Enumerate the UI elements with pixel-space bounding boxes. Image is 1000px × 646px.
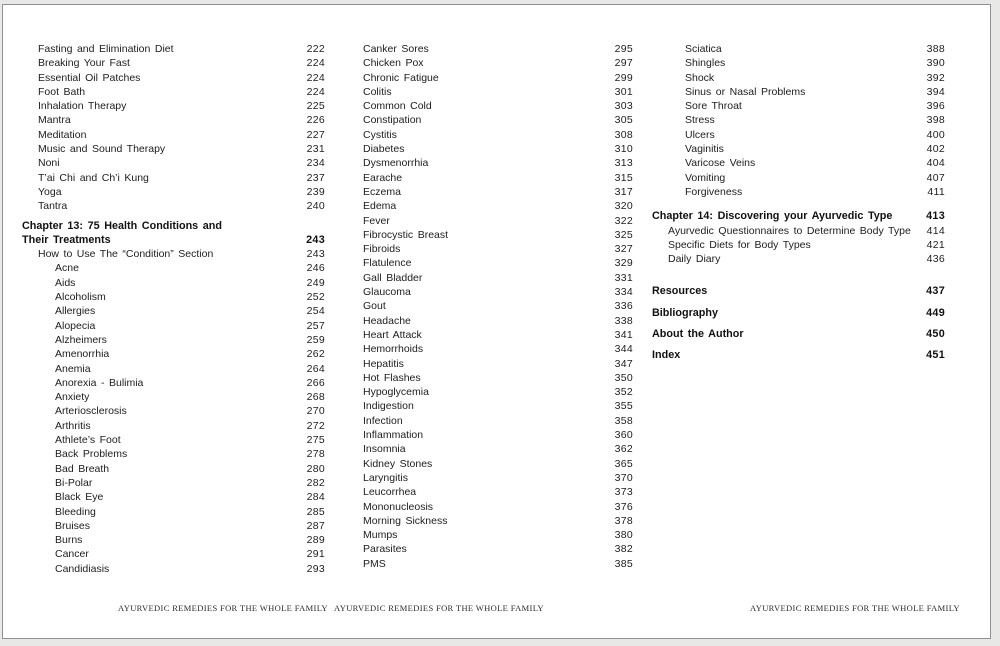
- entry-page-number: 222: [306, 43, 325, 55]
- entry-label: Amenorrhia: [55, 348, 110, 361]
- entry-page-number: 350: [614, 371, 633, 384]
- entry-label: Bi-Polar: [55, 476, 93, 489]
- entry-page-number: 382: [614, 543, 633, 556]
- entry-label: Noni: [38, 157, 60, 170]
- toc-entry: [330, 514, 633, 528]
- toc-entry: [652, 42, 945, 56]
- running-footer-left: AYURVEDIC REMEDIES FOR THE WHOLE FAMILY: [118, 603, 328, 613]
- toc-entry-chapter: [22, 219, 325, 248]
- entry-page-number: 291: [306, 548, 325, 561]
- entry-page-number: 396: [926, 100, 945, 113]
- entry-label: Inflammation: [363, 429, 424, 442]
- entry-page-number: 336: [614, 300, 633, 313]
- entry-page-number: 414: [926, 224, 945, 237]
- entry-page-number: 310: [614, 143, 633, 156]
- entry-page-number: 252: [306, 291, 325, 304]
- entry-label: Mantra: [38, 114, 71, 127]
- entry-page-number: 388: [926, 43, 945, 55]
- entry-page-number: 398: [926, 114, 945, 127]
- toc-entry: [330, 242, 633, 256]
- toc-entry: [330, 228, 633, 242]
- toc-entry: [22, 376, 325, 390]
- entry-label: Earache: [363, 171, 403, 184]
- toc-entry: [330, 342, 633, 356]
- toc-entry: [652, 99, 945, 113]
- entry-page-number: 246: [306, 262, 325, 275]
- entry-label: Vaginitis: [685, 143, 724, 156]
- entry-page-number: 295: [614, 43, 633, 55]
- entry-page-number: 313: [614, 157, 633, 170]
- toc-entry: [330, 199, 633, 213]
- toc-entry: [22, 199, 325, 213]
- entry-label: Burns: [55, 534, 83, 547]
- entry-page-number: 451: [926, 349, 945, 362]
- entry-page-number: 373: [614, 486, 633, 499]
- entry-page-number: 331: [614, 271, 633, 284]
- toc-entry: [330, 171, 633, 185]
- entry-page-number: 411: [927, 185, 945, 198]
- toc-entry: [22, 505, 325, 519]
- entry-page-number: 450: [926, 328, 945, 341]
- entry-label: Glaucoma: [363, 286, 411, 299]
- entry-label: Sore Throat: [685, 100, 742, 113]
- toc-entry: [330, 113, 633, 127]
- toc-entry: [22, 419, 325, 433]
- toc-entry: [330, 442, 633, 456]
- entry-page-number: 334: [614, 286, 633, 299]
- entry-page-number: 264: [306, 362, 325, 375]
- toc-entry: [330, 328, 633, 342]
- toc-entry: [22, 56, 325, 70]
- entry-page-number: 284: [306, 491, 325, 504]
- toc-entry: [22, 85, 325, 99]
- toc-entry: [652, 252, 945, 266]
- entry-page-number: 285: [306, 505, 325, 518]
- entry-label: Music and Sound Therapy: [38, 143, 166, 156]
- toc-entry: [330, 214, 633, 228]
- entry-label: Back Problems: [55, 448, 128, 461]
- entry-page-number: 390: [926, 57, 945, 70]
- entry-label: Their Treatments: [22, 233, 111, 246]
- entry-label: Gout: [363, 300, 386, 313]
- toc-entry: [652, 171, 945, 185]
- entry-page-number: 227: [306, 128, 325, 141]
- entry-page-number: 240: [306, 200, 325, 213]
- entry-page-number: 421: [926, 238, 945, 251]
- toc-entry: [652, 113, 945, 127]
- entry-label: Acne: [55, 262, 79, 275]
- entry-label: Arteriosclerosis: [55, 405, 127, 418]
- entry-label: Laryngitis: [363, 471, 408, 484]
- entry-label: Alcoholism: [55, 291, 106, 304]
- entry-label: Heart Attack: [363, 328, 422, 341]
- entry-label: Anorexia - Bulimia: [55, 376, 144, 389]
- entry-page-number: 392: [926, 71, 945, 84]
- entry-page-number: 413: [926, 210, 945, 223]
- entry-page-number: 225: [306, 100, 325, 113]
- entry-label: Hemorrhoids: [363, 343, 424, 356]
- toc-entry: [22, 490, 325, 504]
- entry-label: Ulcers: [685, 128, 715, 141]
- entry-page-number: 378: [614, 514, 633, 527]
- entry-page-number: 278: [306, 448, 325, 461]
- entry-label: Chapter 14: Discovering your Ayurvedic Type: [652, 210, 893, 223]
- entry-label: How to Use The “Condition” Section: [38, 248, 214, 261]
- entry-label: Breaking Your Fast: [38, 57, 130, 70]
- toc-entry: [330, 142, 633, 156]
- entry-label: Anxiety: [55, 391, 90, 404]
- toc-entry: [330, 471, 633, 485]
- entry-label: Alopecia: [55, 319, 96, 332]
- toc-entry: [330, 271, 633, 285]
- entry-label: Mononucleosis: [363, 500, 434, 513]
- entry-label: Specific Diets for Body Types: [668, 238, 811, 251]
- toc-entry: [22, 333, 325, 347]
- entry-page-number: 268: [306, 391, 325, 404]
- toc-entry: [330, 156, 633, 170]
- toc-entry: [652, 284, 945, 298]
- toc-entry: [22, 290, 325, 304]
- toc-entry: [22, 519, 325, 533]
- entry-label: Resources: [652, 285, 708, 298]
- toc-entry: [22, 362, 325, 376]
- entry-label: Athlete’s Foot: [55, 434, 121, 447]
- toc-entry: [22, 99, 325, 113]
- toc-entry: [652, 209, 945, 223]
- entry-label: Fibrocystic Breast: [363, 228, 449, 241]
- entry-page-number: 257: [306, 319, 325, 332]
- entry-page-number: 322: [614, 214, 633, 227]
- toc-entry: [22, 142, 325, 156]
- entry-label: Canker Sores: [363, 43, 429, 55]
- entry-label: Fasting and Elimination Diet: [38, 43, 174, 55]
- toc-entry: [652, 71, 945, 85]
- toc-entry: [652, 327, 945, 341]
- entry-label: Anemia: [55, 362, 91, 375]
- entry-label: Aids: [55, 276, 76, 289]
- entry-label: Indigestion: [363, 400, 414, 413]
- toc-entry: [652, 185, 945, 199]
- entry-page-number: 243: [306, 248, 325, 261]
- entry-label: Fever: [363, 214, 390, 227]
- entry-label: Colitis: [363, 85, 392, 98]
- entry-label: Sinus or Nasal Problems: [685, 85, 806, 98]
- entry-page-number: 280: [306, 462, 325, 475]
- entry-label: Diabetes: [363, 143, 405, 156]
- entry-label: Fibroids: [363, 243, 401, 256]
- entry-label: Stress: [685, 114, 715, 127]
- toc-entry: [22, 319, 325, 333]
- entry-page-number: 355: [614, 400, 633, 413]
- entry-page-number: 266: [306, 376, 325, 389]
- entry-label: Black Eye: [55, 491, 104, 504]
- entry-label: Hypoglycemia: [363, 386, 429, 399]
- toc-entry: [330, 285, 633, 299]
- entry-label: Bruises: [55, 519, 91, 532]
- entry-page-number: 239: [306, 185, 325, 198]
- entry-label: Headache: [363, 314, 411, 327]
- entry-label: Ayurvedic Questionnaires to Determine Body Type: [668, 224, 911, 237]
- toc-entry: [22, 276, 325, 290]
- entry-label: Alzheimers: [55, 333, 107, 346]
- entry-page-number: 327: [614, 243, 633, 256]
- entry-page-number: 436: [926, 253, 945, 266]
- entry-page-number: 376: [614, 500, 633, 513]
- toc-entry: [330, 385, 633, 399]
- entry-label: Leucorrhea: [363, 486, 417, 499]
- toc-entry: [652, 128, 945, 142]
- entry-page-number: 360: [614, 429, 633, 442]
- entry-page-number: 325: [614, 228, 633, 241]
- entry-label: PMS: [363, 557, 386, 570]
- entry-label: Essential Oil Patches: [38, 71, 141, 84]
- toc-entry: [22, 42, 325, 56]
- entry-label: Allergies: [55, 305, 96, 318]
- entry-page-number: 237: [306, 171, 325, 184]
- toc-entry: [22, 433, 325, 447]
- entry-page-number: 226: [306, 114, 325, 127]
- toc-entry: [330, 528, 633, 542]
- toc-entry: [330, 414, 633, 428]
- toc-entry: [652, 85, 945, 99]
- entry-label: Hot Flashes: [363, 371, 421, 384]
- toc-entry: [330, 99, 633, 113]
- toc-entry: [22, 390, 325, 404]
- entry-page-number: 282: [306, 476, 325, 489]
- entry-page-number: 297: [614, 57, 633, 70]
- entry-page-number: 272: [306, 419, 325, 432]
- entry-label: Index: [652, 349, 681, 362]
- toc-column-1: [22, 42, 325, 576]
- entry-page-number: 249: [306, 276, 325, 289]
- toc-entry: [22, 476, 325, 490]
- toc-entry: [22, 185, 325, 199]
- entry-label: Parasites: [363, 543, 407, 556]
- entry-page-number: 301: [614, 85, 633, 98]
- entry-page-number: 262: [306, 348, 325, 361]
- toc-entry: [330, 357, 633, 371]
- entry-page-number: 358: [614, 414, 633, 427]
- entry-page-number: 341: [614, 328, 633, 341]
- toc-entry: [330, 42, 633, 56]
- toc-entry: [22, 304, 325, 318]
- toc-entry: [22, 462, 325, 476]
- entry-label: Forgiveness: [685, 185, 743, 198]
- entry-page-number: 275: [306, 434, 325, 447]
- toc-entry: [330, 85, 633, 99]
- entry-label: T’ai Chi and Ch’i Kung: [38, 171, 149, 184]
- entry-label: Flatulence: [363, 257, 412, 270]
- entry-label: Common Cold: [363, 100, 432, 113]
- entry-page-number: 407: [926, 171, 945, 184]
- toc-entry: [652, 348, 945, 362]
- entry-page-number: 243: [306, 233, 325, 246]
- toc-entry: [22, 562, 325, 576]
- entry-label: Gall Bladder: [363, 271, 423, 284]
- entry-page-number: 362: [614, 443, 633, 456]
- toc-entry: [330, 500, 633, 514]
- entry-label: Insomnia: [363, 443, 406, 456]
- entry-label: Yoga: [38, 185, 62, 198]
- toc-entry: [330, 56, 633, 70]
- toc-entry: [330, 428, 633, 442]
- toc-entry: [652, 224, 945, 238]
- entry-page-number: 437: [926, 285, 945, 298]
- entry-page-number: 338: [614, 314, 633, 327]
- toc-entry: [22, 447, 325, 461]
- toc-entry: [330, 314, 633, 328]
- entry-label: Morning Sickness: [363, 514, 448, 527]
- entry-page-number: 385: [614, 557, 633, 570]
- entry-label: Daily Diary: [668, 253, 721, 266]
- entry-label: Arthritis: [55, 419, 91, 432]
- entry-page-number: 329: [614, 257, 633, 270]
- entry-page-number: 303: [614, 100, 633, 113]
- entry-label: Chapter 13: 75 Health Conditions and: [22, 219, 222, 232]
- entry-label: Varicose Veins: [685, 157, 756, 170]
- toc-entry: [22, 261, 325, 275]
- entry-page-number: 299: [614, 71, 633, 84]
- entry-page-number: 400: [926, 128, 945, 141]
- toc-column-3: [652, 42, 945, 363]
- toc-entry: [652, 142, 945, 156]
- entry-label: Inhalation Therapy: [38, 100, 127, 113]
- toc-entry: [22, 71, 325, 85]
- entry-label: Tantra: [38, 200, 68, 213]
- entry-page-number: 404: [926, 157, 945, 170]
- toc-entry: [330, 485, 633, 499]
- toc-entry: [330, 256, 633, 270]
- entry-label: Foot Bath: [38, 85, 86, 98]
- entry-page-number: 402: [926, 143, 945, 156]
- entry-page-number: 347: [614, 357, 633, 370]
- entry-page-number: 254: [306, 305, 325, 318]
- entry-page-number: 344: [614, 343, 633, 356]
- toc-entry: [22, 404, 325, 418]
- toc-entry: [330, 71, 633, 85]
- entry-page-number: 224: [306, 57, 325, 70]
- toc-entry: [22, 247, 325, 261]
- toc-entry: [330, 299, 633, 313]
- entry-page-number: 320: [614, 200, 633, 213]
- entry-page-number: 394: [926, 85, 945, 98]
- entry-label: About the Author: [652, 328, 744, 341]
- entry-label: Bad Breath: [55, 462, 110, 475]
- toc-entry: [652, 56, 945, 70]
- toc-entry: [22, 113, 325, 127]
- toc-entry: [330, 185, 633, 199]
- entry-page-number: 293: [306, 562, 325, 575]
- toc-entry: [22, 533, 325, 547]
- entry-page-number: 305: [614, 114, 633, 127]
- toc-entry: [22, 128, 325, 142]
- toc-entry: [652, 156, 945, 170]
- entry-page-number: 449: [926, 306, 945, 319]
- entry-page-number: 224: [306, 71, 325, 84]
- entry-page-number: 365: [614, 457, 633, 470]
- entry-label: Chronic Fatigue: [363, 71, 439, 84]
- entry-page-number: 370: [614, 471, 633, 484]
- entry-label: Cystitis: [363, 128, 397, 141]
- toc-entry: [330, 457, 633, 471]
- entry-label: Dysmenorrhia: [363, 157, 429, 170]
- entry-label: Meditation: [38, 128, 87, 141]
- toc-entry: [22, 347, 325, 361]
- entry-page-number: 315: [614, 171, 633, 184]
- entry-label: Bleeding: [55, 505, 96, 518]
- entry-label: Eczema: [363, 185, 401, 198]
- toc-entry: [22, 156, 325, 170]
- toc-column-2: [330, 42, 633, 571]
- running-footer-center: AYURVEDIC REMEDIES FOR THE WHOLE FAMILY: [334, 603, 544, 613]
- entry-page-number: 234: [306, 157, 325, 170]
- entry-label: Shingles: [685, 57, 726, 70]
- entry-label: Kidney Stones: [363, 457, 433, 470]
- toc-entry: [330, 371, 633, 385]
- entry-label: Candidiasis: [55, 562, 110, 575]
- entry-label: Bibliography: [652, 306, 718, 319]
- entry-label: Sciatica: [685, 43, 722, 55]
- entry-label: Mumps: [363, 529, 398, 542]
- entry-page-number: 231: [306, 143, 325, 156]
- entry-label: Edema: [363, 200, 397, 213]
- entry-label: Constipation: [363, 114, 422, 127]
- entry-page-number: 317: [614, 185, 633, 198]
- toc-entry: [22, 547, 325, 561]
- entry-page-number: 308: [614, 128, 633, 141]
- entry-page-number: 287: [306, 519, 325, 532]
- toc-entry: [652, 306, 945, 320]
- entry-label: Cancer: [55, 548, 89, 561]
- entry-label: Vomiting: [685, 171, 726, 184]
- toc-entry: [330, 542, 633, 556]
- entry-label: Infection: [363, 414, 403, 427]
- entry-page-number: 259: [306, 333, 325, 346]
- entry-page-number: 380: [614, 529, 633, 542]
- entry-page-number: 224: [306, 85, 325, 98]
- running-footer-right: AYURVEDIC REMEDIES FOR THE WHOLE FAMILY: [750, 603, 960, 613]
- toc-entry: [330, 557, 633, 571]
- entry-label: Chicken Pox: [363, 57, 424, 70]
- entry-page-number: 289: [306, 534, 325, 547]
- entry-label: Hepatitis: [363, 357, 404, 370]
- toc-entry: [652, 238, 945, 252]
- entry-page-number: 352: [614, 386, 633, 399]
- toc-entry: [22, 171, 325, 185]
- toc-entry: [330, 399, 633, 413]
- toc-entry: [330, 128, 633, 142]
- entry-page-number: 270: [306, 405, 325, 418]
- entry-label: Shock: [685, 71, 715, 84]
